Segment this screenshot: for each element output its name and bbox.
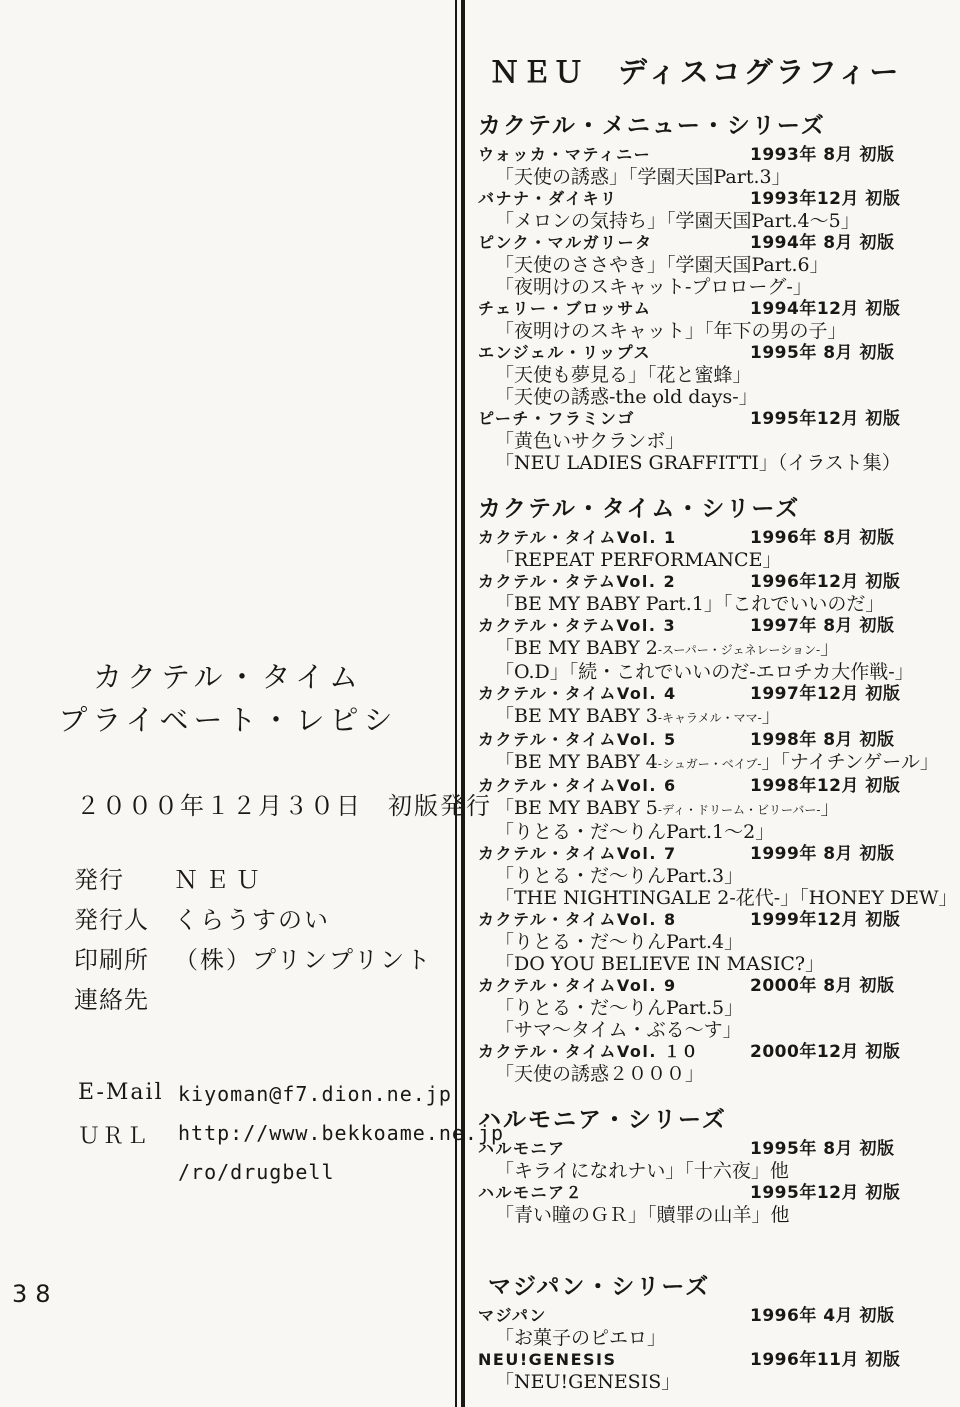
entry-row [478,1182,956,1204]
book-title-line1: カクテル・タイム [93,660,363,694]
book-title [0,656,456,742]
entry-date: 1996年11月 初版 [750,1350,901,1370]
album-subtitle: -スーパー・ジェネレーション- [657,643,821,657]
album-text: 「サマ〜タイム・ぶる〜す」 [495,1019,742,1041]
discography-title: ＮＥＵ ディスコグラフィー [490,55,902,89]
album-line [478,931,956,953]
publisher-fields [74,860,432,1020]
section-heading: カクテル・メニュー・シリーズ [478,113,826,139]
entry-row [478,909,956,931]
album-line [478,1019,956,1041]
entry-date: 1997年 8月 初版 [750,616,895,636]
album-line [478,452,956,474]
field-value: くらうすのい [174,906,330,934]
album-line [478,797,956,821]
entry-title: ピンク・マルガリータ [478,233,653,252]
album-line [478,364,956,386]
album-text: 「りとる・だ〜りんPart.4」 [495,931,744,953]
field-label: 発行 [74,866,124,894]
entry-row [478,144,956,166]
entry-date: 1998年 8月 初版 [750,730,895,750]
entry-date: 1995年12月 初版 [750,409,901,429]
entry-row [478,527,956,549]
entry-row [478,1349,956,1371]
section-heading: ハルモニア・シリーズ [478,1107,727,1133]
album-line [478,430,956,452]
album-line [478,997,956,1019]
album-text: 「天使のささやき」「学園天国Part.6」 [495,254,829,276]
album-text: 「O.D」「続・これでいいのだ-エロチカ大作戦-」 [495,661,914,683]
entry-title: マジパン [478,1306,547,1325]
entry-date: 1993年 8月 初版 [750,145,895,165]
album-line [478,386,956,408]
album-text: 「青い瞳のＧＲ」「贖罪の山羊」他 [495,1204,790,1226]
url-value: http://www.bekkoame.ne.jp [178,1121,505,1145]
album-line [478,637,956,661]
album-text: 「REPEAT PERFORMANCE」 [495,549,782,571]
album-text: 「BE MY BABY 5 [495,797,658,819]
entry-date: 1997年12月 初版 [750,684,901,704]
album-line [478,953,956,975]
entry-date: 1996年12月 初版 [750,572,901,592]
album-text: 」 [820,637,840,659]
book-title-line2: プライベート・レピシ [58,703,398,737]
field-row-printer [74,940,432,980]
entry-row [478,342,956,364]
entry-title: エンジェル・リップス [478,343,652,362]
album-line [478,887,956,909]
album-text: 「黄色いサクランボ」 [495,430,685,452]
email-row [78,1080,504,1119]
album-line [478,254,956,276]
album-line [478,751,956,775]
album-line [478,1371,956,1393]
album-text: 「天使の誘惑-the old days-」 [495,386,758,408]
album-line [478,821,956,843]
entry-title: チェリー・ブロッサム [478,299,652,318]
contact-block [78,1080,504,1197]
entry-row [478,188,956,210]
album-line [478,661,956,683]
section-heading: マジパン・シリーズ [488,1274,711,1300]
album-text: 「お菓子のピエロ」 [495,1327,667,1349]
entry-row [478,1138,956,1160]
album-text: 」 [761,705,781,727]
field-row-contact [74,980,432,1020]
field-value: ＮＥＵ [174,866,267,894]
album-text: 「BE MY BABY 3 [495,705,658,727]
entry-title: ハルモニア [478,1139,566,1158]
field-value: （株）プリンプリント [174,946,433,974]
entry-title: カクテル・タイムVol. 8 [478,910,677,929]
album-subtitle: -キャラメル・ママ- [657,711,762,725]
entry-row [478,1041,956,1063]
entry-title: カクテル・タイムVol. 4 [478,684,677,703]
url-label: ＵＲＬ [78,1124,151,1149]
entry-row [478,1305,956,1327]
entry-date: 1995年12月 初版 [750,1183,901,1203]
entry-row [478,775,956,797]
album-line [478,549,956,571]
entry-date: 2000年12月 初版 [750,1042,901,1062]
album-text: 」「ナイチンゲール」 [761,751,939,773]
album-line [478,210,956,232]
entry-title: バナナ・ダイキリ [478,189,618,208]
section-cocktail-time-series [478,496,956,1085]
entry-title: カクテル・タイムVol. 5 [478,730,677,749]
discography [478,50,956,1393]
album-subtitle: -シュガー・ベイブ- [657,757,762,771]
section-cocktail-menu-series [478,113,956,474]
entry-title: カクテル・タイムVol. 1 [478,528,677,547]
field-label: 連絡先 [74,986,149,1014]
album-line [478,865,956,887]
url-row [78,1119,504,1158]
album-line [478,1160,956,1182]
entry-title: カクテル・タイムVol. 7 [478,844,677,863]
album-line [478,276,956,298]
album-text: 「THE NIGHTINGALE 2-花代-」「HONEY DEW」 [495,887,958,909]
entry-date: 1999年12月 初版 [750,910,901,930]
email-value: kiyoman@f7.dion.ne.jp [178,1082,452,1106]
album-line [478,593,956,615]
album-text: 「夜明けのスキャット」「年下の男の子」 [495,320,847,342]
entry-title: カクテル・タテムVol. 3 [478,616,677,635]
issue-date: ２０００年１２月３０日 初版発行 [76,792,492,820]
section-heading: カクテル・タイム・シリーズ [478,496,801,522]
entry-title: カクテル・タテムVol. 2 [478,572,677,591]
entry-row [478,571,956,593]
album-line [478,320,956,342]
section-marzipan-series [478,1274,956,1393]
album-text: 「りとる・だ〜りんPart.1〜2」 [495,821,775,843]
entry-date: 1996年 4月 初版 [750,1306,895,1326]
album-text: 「夜明けのスキャット-プロローグ-」 [495,276,812,298]
field-label: 印刷所 [74,946,149,974]
entry-date: 1999年 8月 初版 [750,844,895,864]
entry-row [478,298,956,320]
entry-title: ピーチ・フラミンゴ [478,409,635,428]
album-line [478,1063,956,1085]
field-row-publisher [74,860,432,900]
field-row-publisher-person [74,900,432,940]
entry-title: カクテル・タイムVol. 6 [478,776,677,795]
page-number: 38 [12,1280,59,1308]
entry-row [478,232,956,254]
entry-date: 1995年 8月 初版 [750,1139,895,1159]
album-text: 「天使の誘惑２０００」 [495,1063,705,1085]
entry-row [478,615,956,637]
url-value-line2: /ro/drugbell [178,1160,335,1184]
entry-date: 1996年 8月 初版 [750,528,895,548]
entry-title: ウォッカ・マティニー [478,145,652,164]
album-text: 「メロンの気持ち」「学園天国Part.4〜5」 [495,210,860,232]
album-text: 」 [820,797,840,819]
email-label: E-Mail [78,1080,164,1105]
entry-date: 1994年 8月 初版 [750,233,895,253]
album-text: 「BE MY BABY 2 [495,637,658,659]
entry-date: 1993年12月 初版 [750,189,901,209]
album-text: 「BE MY BABY Part.1」「これでいいのだ」 [495,593,885,615]
album-line [478,1204,956,1226]
entry-row [478,729,956,751]
entry-date: 1994年12月 初版 [750,299,901,319]
album-line [478,166,956,188]
entry-date: 1995年 8月 初版 [750,343,895,363]
album-text: 「BE MY BABY 4 [495,751,658,773]
field-label: 発行人 [74,906,149,934]
entry-title: カクテル・タイムVol. １０ [478,1042,700,1061]
album-text: 「NEU LADIES GRAFFITTI」（イラスト集） [495,452,901,474]
album-text: 「天使も夢見る」「花と蜜蜂」 [495,364,752,386]
url-row-line2 [178,1158,504,1197]
entry-title: カクテル・タイムVol. 9 [478,976,677,995]
album-text: 「天使の誘惑」「学園天国Part.3」 [495,166,791,188]
entry-row [478,975,956,997]
album-text: 「りとる・だ〜りんPart.5」 [495,997,744,1019]
entry-date: 2000年 8月 初版 [750,976,895,996]
album-subtitle: -ディ・ドリーム・ビリーバー- [657,803,821,817]
album-text: 「キライになれナい」「十六夜」他 [495,1160,789,1182]
entry-row [478,843,956,865]
entry-row [478,683,956,705]
section-harmonia-series [478,1107,956,1226]
album-line [478,1327,956,1349]
entry-date: 1998年12月 初版 [750,776,901,796]
album-text: 「DO YOU BELIEVE IN MASIC?」 [495,953,825,975]
album-line [478,705,956,729]
entry-row [478,408,956,430]
entry-title: NEU!GENESIS [478,1350,617,1369]
album-text: 「りとる・だ〜りんPart.3」 [495,865,744,887]
album-text: 「NEU!GENESIS」 [495,1371,681,1393]
entry-title: ハルモニア２ [478,1183,584,1202]
